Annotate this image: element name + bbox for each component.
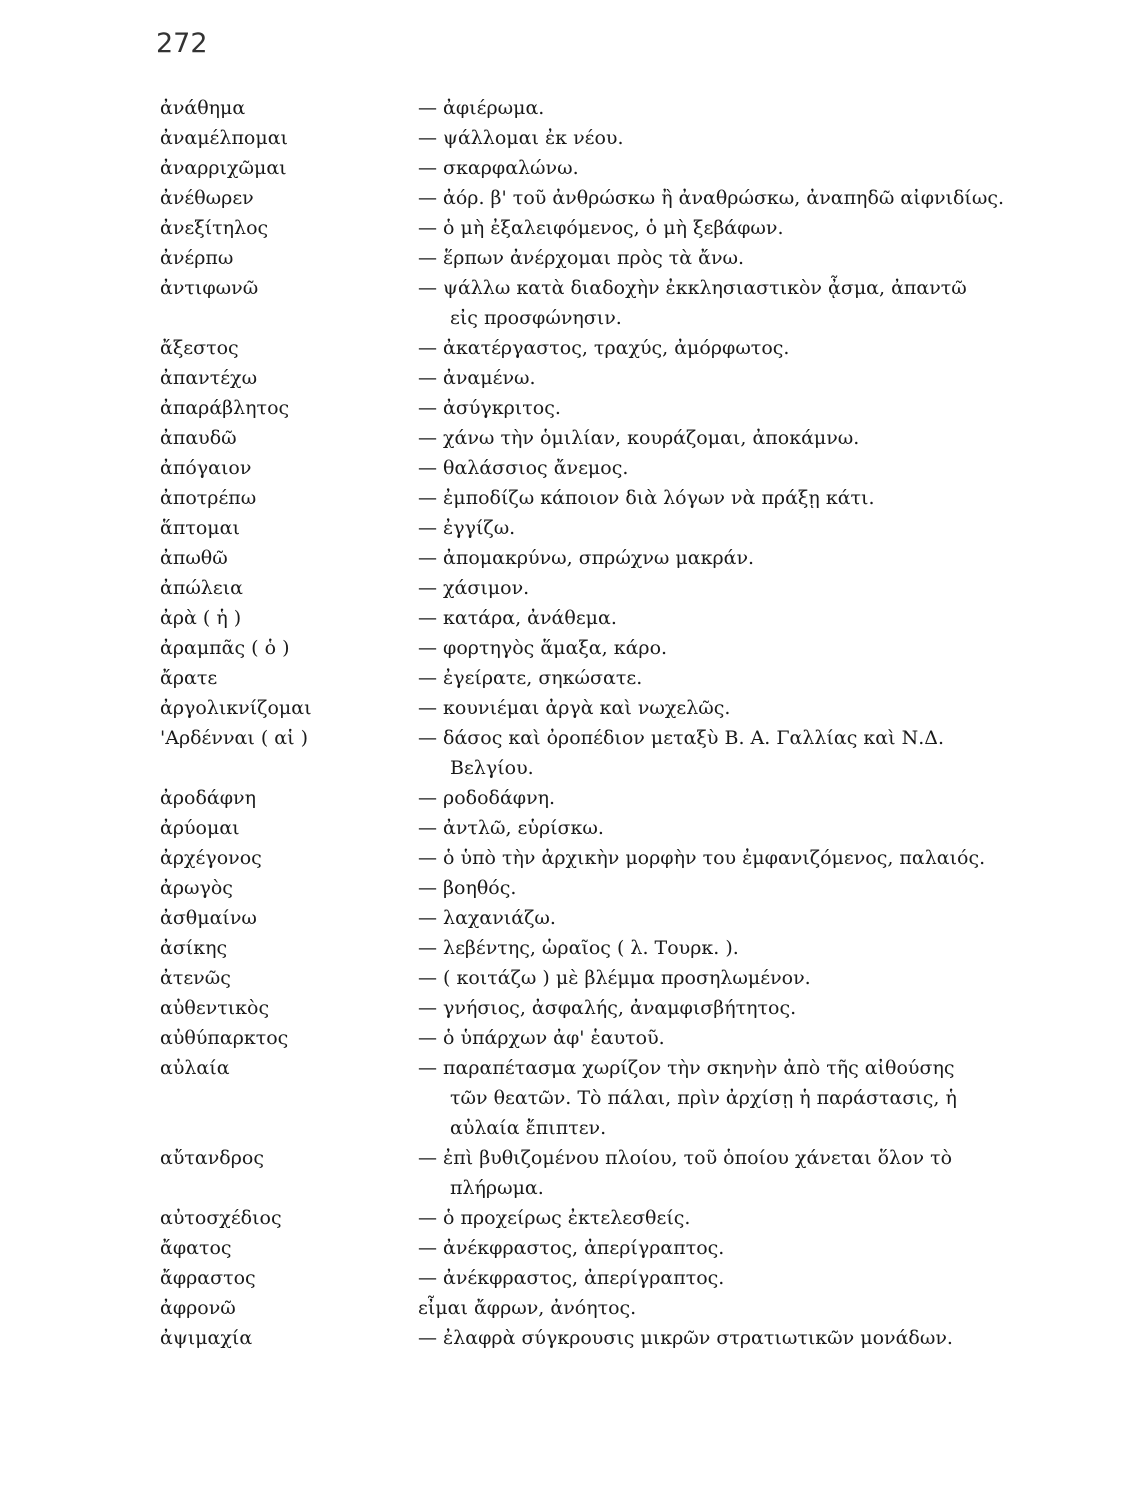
glossary-entry	[160, 213, 1040, 243]
entry-definition	[418, 453, 1040, 483]
glossary-entry	[160, 813, 1040, 843]
entry-term: ἅπτομαι	[160, 517, 240, 539]
glossary-entry	[160, 843, 1040, 873]
glossary-entry	[160, 123, 1040, 153]
definition-line: — βοηθός.	[418, 877, 517, 899]
glossary-entry	[160, 1293, 1040, 1323]
entry-definition	[418, 603, 1040, 633]
glossary-entry	[160, 1233, 1040, 1263]
glossary-list	[160, 93, 1040, 1353]
definition-line: — ἀόρ. β' τοῦ ἀνθρώσκω ἢ ἀναθρώσκω, ἀναπηδῶ αἰφνιδίως.	[418, 187, 1005, 209]
entry-definition	[418, 633, 1040, 663]
definition-line: — ροδοδάφνη.	[418, 787, 556, 809]
entry-term: ἄφατος	[160, 1237, 232, 1259]
entry-term: ἀπωθῶ	[160, 547, 228, 569]
glossary-entry	[160, 573, 1040, 603]
definition-line: εἶμαι ἄφρων, ἀνόητος.	[418, 1297, 637, 1319]
glossary-entry	[160, 93, 1040, 123]
entry-term: ἀρύομαι	[160, 817, 240, 839]
entry-term: ἀργολικνίζομαι	[160, 697, 312, 719]
entry-definition	[418, 513, 1040, 543]
entry-definition	[418, 873, 1040, 903]
entry-term: αὐτοσχέδιος	[160, 1207, 282, 1229]
definition-line: — ὁ μὴ ἐξαλειφόμενος, ὁ μὴ ξεβάφων.	[418, 217, 784, 239]
glossary-entry	[160, 183, 1040, 213]
definition-line: — ἐγείρατε, σηκώσατε.	[418, 667, 643, 689]
definition-line: — λαχανιάζω.	[418, 907, 556, 929]
glossary-entry	[160, 423, 1040, 453]
entry-definition	[418, 663, 1040, 693]
glossary-entry	[160, 873, 1040, 903]
entry-term: ἀπαυδῶ	[160, 427, 237, 449]
entry-definition	[418, 1293, 1040, 1323]
glossary-entry	[160, 693, 1040, 723]
entry-definition	[418, 363, 1040, 393]
entry-term: ἄξεστος	[160, 337, 239, 359]
entry-term: ἀραμπᾶς ( ὁ )	[160, 637, 290, 659]
definition-line: — λεβέντης, ὡραῖος ( λ. Τουρκ. ).	[418, 937, 739, 959]
entry-term: ἀρωγὸς	[160, 877, 233, 899]
entry-term: ἀσθμαίνω	[160, 907, 257, 929]
entry-definition	[418, 483, 1040, 513]
entry-term: ἀτενῶς	[160, 967, 231, 989]
entry-term: ἀποτρέπω	[160, 487, 257, 509]
entry-definition	[418, 783, 1040, 813]
definition-line: — ψάλλω κατὰ διαδοχὴν ἐκκλησιαστικὸν ᾆσμα, ἀπαντῶ	[418, 277, 967, 299]
entry-term: ἀνέρπω	[160, 247, 234, 269]
entry-term: ἀνέθωρεν	[160, 187, 254, 209]
glossary-entry	[160, 783, 1040, 813]
entry-term: ἀσίκης	[160, 937, 228, 959]
entry-definition	[418, 1203, 1040, 1233]
glossary-entry	[160, 993, 1040, 1023]
entry-definition	[418, 333, 1040, 363]
definition-line: πλήρωμα.	[450, 1177, 544, 1199]
definition-line: — ἀπομακρύνω, σπρώχνω μακράν.	[418, 547, 755, 569]
entry-term: ἀπώλεια	[160, 577, 243, 599]
definition-line: — χάνω τὴν ὁμιλίαν, κουράζομαι, ἀποκάμνω.	[418, 427, 860, 449]
page-number: 272	[156, 28, 208, 59]
definition-line: — ἐμποδίζω κάποιον διὰ λόγων νὰ πράξῃ κάτι.	[418, 487, 875, 509]
entry-definition	[418, 993, 1040, 1023]
definition-line: εἰς προσφώνησιν.	[450, 307, 622, 329]
entry-definition	[418, 1233, 1040, 1263]
entry-definition	[418, 183, 1040, 213]
entry-term: ἀντιφωνῶ	[160, 277, 259, 299]
definition-line: — κουνιέμαι ἀργὰ καὶ νωχελῶς.	[418, 697, 731, 719]
entry-term: ἀπόγαιον	[160, 457, 252, 479]
entry-term: ἀπαντέχω	[160, 367, 258, 389]
glossary-entry	[160, 633, 1040, 663]
entry-definition	[418, 1323, 1040, 1353]
definition-line: — φορτηγὸς ἅμαξα, κάρο.	[418, 637, 668, 659]
definition-line: — ὁ ὑπὸ τὴν ἀρχικὴν μορφὴν του ἐμφανιζόμενος, παλαιός.	[418, 847, 986, 869]
glossary-entry	[160, 243, 1040, 273]
entry-definition	[418, 693, 1040, 723]
glossary-entry	[160, 393, 1040, 423]
glossary-entry	[160, 513, 1040, 543]
entry-term: ἀροδάφνη	[160, 787, 256, 809]
definition-line: — θαλάσσιος ἄνεμος.	[418, 457, 629, 479]
definition-line: αὐλαία ἔπιπτεν.	[450, 1117, 607, 1139]
entry-term: ἀναμέλπομαι	[160, 127, 288, 149]
entry-definition	[418, 963, 1040, 993]
entry-definition	[418, 393, 1040, 423]
entry-definition	[418, 933, 1040, 963]
definition-line: — ἀφιέρωμα.	[418, 97, 545, 119]
definition-line: — σκαρφαλώνω.	[418, 157, 579, 179]
definition-line: — ὁ ὑπάρχων ἀφ' ἑαυτοῦ.	[418, 1027, 665, 1049]
definition-line: — ἀνέκφραστος, ἀπερίγραπτος.	[418, 1267, 725, 1289]
entry-term: ἀνάθημα	[160, 97, 246, 119]
definition-line: τῶν θεατῶν. Τὸ πάλαι, πρὶν ἀρχίσῃ ἡ παράστασις, ἡ	[450, 1087, 957, 1109]
definition-line: — χάσιμον.	[418, 577, 530, 599]
glossary-entry	[160, 1023, 1040, 1053]
entry-definition	[418, 1023, 1040, 1053]
definition-line: — ἀνέκφραστος, ἀπερίγραπτος.	[418, 1237, 725, 1259]
glossary-entry	[160, 1143, 1040, 1203]
entry-definition	[418, 123, 1040, 153]
entry-term: ἀπαράβλητος	[160, 397, 290, 419]
entry-definition	[418, 423, 1040, 453]
entry-definition	[418, 723, 1040, 783]
entry-term: ἄρατε	[160, 667, 218, 689]
definition-line: — ἀντλῶ, εὑρίσκω.	[418, 817, 604, 839]
entry-term: αὔτανδρος	[160, 1147, 264, 1169]
entry-definition	[418, 273, 1040, 333]
entry-term: αὐθύπαρκτος	[160, 1027, 289, 1049]
entry-definition	[418, 573, 1040, 603]
definition-line: — γνήσιος, ἀσφαλής, ἀναμφισβήτητος.	[418, 997, 797, 1019]
entry-definition	[418, 243, 1040, 273]
definition-line: — ἀναμένω.	[418, 367, 536, 389]
entry-term: ἀψιμαχία	[160, 1327, 253, 1349]
glossary-entry	[160, 1203, 1040, 1233]
glossary-entry	[160, 963, 1040, 993]
glossary-entry	[160, 933, 1040, 963]
glossary-entry	[160, 723, 1040, 783]
glossary-entry	[160, 153, 1040, 183]
entry-definition	[418, 1143, 1040, 1203]
definition-line: — ψάλλομαι ἐκ νέου.	[418, 127, 624, 149]
definition-line: — ( κοιτάζω ) μὲ βλέμμα προσηλωμένον.	[418, 967, 811, 989]
glossary-entry	[160, 903, 1040, 933]
glossary-entry	[160, 363, 1040, 393]
glossary-entry	[160, 663, 1040, 693]
definition-line: — παραπέτασμα χωρίζον τὴν σκηνὴν ἀπὸ τῆς αἰθούσης	[418, 1057, 955, 1079]
entry-definition	[418, 1263, 1040, 1293]
definition-line: — ὁ προχείρως ἐκτελεσθείς.	[418, 1207, 691, 1229]
entry-term: ἀρὰ ( ἡ )	[160, 607, 242, 629]
entry-term: αὐλαία	[160, 1057, 230, 1079]
definition-line: — δάσος καὶ ὀροπέδιον μεταξὺ Β. Α. Γαλλίας καὶ Ν.Δ.	[418, 727, 944, 749]
entry-definition	[418, 1053, 1040, 1143]
definition-line: — ἀσύγκριτος.	[418, 397, 561, 419]
entry-definition	[418, 153, 1040, 183]
entry-term: αὐθεντικὸς	[160, 997, 270, 1019]
definition-line: — ἐπὶ βυθιζομένου πλοίου, τοῦ ὁποίου χάνεται ὅλον τὸ	[418, 1147, 953, 1169]
glossary-entry	[160, 333, 1040, 363]
glossary-entry	[160, 1263, 1040, 1293]
entry-term: ἀφρονῶ	[160, 1297, 236, 1319]
glossary-entry	[160, 453, 1040, 483]
entry-term: ἄφραστος	[160, 1267, 256, 1289]
glossary-entry	[160, 603, 1040, 633]
entry-definition	[418, 843, 1040, 873]
glossary-entry	[160, 543, 1040, 573]
entry-term: ἀναρριχῶμαι	[160, 157, 287, 179]
entry-term: ἀρχέγονος	[160, 847, 262, 869]
glossary-entry	[160, 1053, 1040, 1143]
glossary-entry	[160, 1323, 1040, 1353]
definition-line: — ἕρπων ἀνέρχομαι πρὸς τὰ ἄνω.	[418, 247, 745, 269]
definition-line: — ἀκατέργαστος, τραχύς, ἀμόρφωτος.	[418, 337, 790, 359]
entry-definition	[418, 93, 1040, 123]
entry-term: ἀνεξίτηλος	[160, 217, 269, 239]
glossary-entry	[160, 273, 1040, 333]
entry-definition	[418, 813, 1040, 843]
definition-line: Βελγίου.	[450, 757, 534, 779]
definition-line: — ἐγγίζω.	[418, 517, 516, 539]
entry-definition	[418, 543, 1040, 573]
entry-definition	[418, 903, 1040, 933]
definition-line: — κατάρα, ἀνάθεμα.	[418, 607, 617, 629]
entry-term: 'Αρδένναι ( αἱ )	[160, 727, 309, 749]
definition-line: — ἐλαφρὰ σύγκρουσις μικρῶν στρατιωτικῶν μονάδων.	[418, 1327, 953, 1349]
entry-definition	[418, 213, 1040, 243]
glossary-entry	[160, 483, 1040, 513]
